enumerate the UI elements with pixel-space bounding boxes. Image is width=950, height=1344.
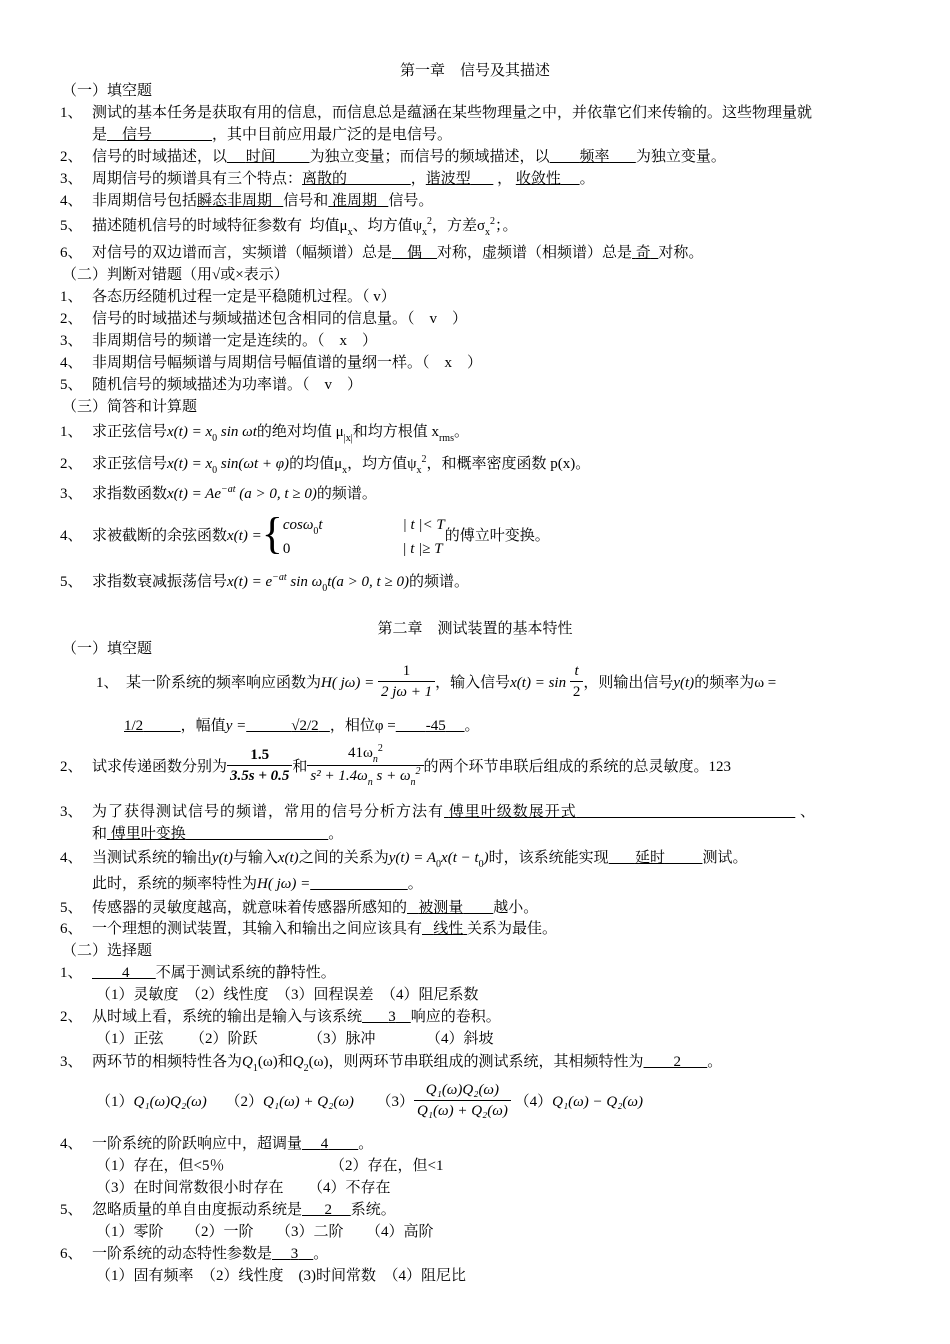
question-text: 两环节的相频特性各为$Q_1(\omega)$和$Q_2(\omega)$，则两环节串联组成的测试系统，其相频特性为 2 。 xyxy=(92,1054,723,1074)
question-text: 随机信号的频域描述为功率谱。（ v ） xyxy=(92,377,363,393)
item-number: 6、 xyxy=(60,245,83,261)
item-number: 2、 xyxy=(60,311,83,327)
question-text: 周期信号的频谱具有三个特点：离散的 ，谐波型 ， 收敛性 。 xyxy=(92,171,595,187)
section-heading: （二）选择题 xyxy=(62,943,153,959)
question-text: 从时域上看，系统的输出是输入与该系统 3 响应的卷积。 xyxy=(92,1009,501,1025)
options-text: （1）零阶 （2）一阶 （3）二阶 （4）高阶 xyxy=(96,1224,434,1240)
question-text: 一个理想的测试装置，其输入和输出之间应该具有 线性 关系为最佳。 xyxy=(92,921,558,937)
question-text: 1/2 ，幅值y = √2/2 ，相位φ = -45 。 xyxy=(124,718,480,734)
item-number: 4、 xyxy=(60,1136,83,1152)
answer: 谐波型 xyxy=(425,171,471,187)
question-text: 对信号的双边谱而言，实频谱（幅频谱）总是 偶 对称，虚频谱（相频谱）总是 奇 对称。 xyxy=(92,245,704,261)
answer: √2/2 xyxy=(291,718,319,734)
question-text: 试求传递函数分别为 $\frac{1.5}{3.5s + 0.5}$ 和 $\frac{41\omega_n^2}{s^2 + 1.4\omega_n s + \omega_n^2}$ 的两个环节串联后组成的系统的总灵敏度。123 xyxy=(92,743,732,789)
item-number: 2、 xyxy=(60,149,83,165)
answer: 瞬态非周期 xyxy=(197,193,273,209)
question-text: 此时，系统的频率特性为H( jω) = 。 xyxy=(92,876,423,892)
answer: 2 xyxy=(324,1202,333,1218)
item-number: 2、 xyxy=(60,456,83,472)
option: （3）脉冲 xyxy=(308,1031,376,1047)
answer: 延时 xyxy=(634,850,665,866)
item-number: 3、 xyxy=(60,333,83,349)
answer: 准周期 xyxy=(332,193,378,209)
item-number: 3、 xyxy=(60,804,83,820)
item-number: 3、 xyxy=(60,1054,83,1070)
question-text: 当测试系统的输出y(t)与输入x(t)之间的关系为$y(t) = A_0x(t - t_0)$时，该系统能实现 延时 测试。 xyxy=(92,850,748,870)
question-text: 测试的基本任务是获取有用的信息，而信息总是蕴涵在某些物理量之中，并依靠它们来传输的。这些物理量就 xyxy=(92,105,813,121)
question-text: 忽略质量的单自由度振动系统是 2 系统。 xyxy=(92,1202,396,1218)
answer: 离散的 xyxy=(302,171,348,187)
question-text: 1、 某一阶系统的频率响应函数为H( jω) = $\frac{1}{2 j\omega + 1}$ ，输入信号x(t) = sin $\frac{t}{2}$ ，则输出信号y(t)的频率为ω = xyxy=(96,663,777,701)
item-number: 3、 xyxy=(60,171,83,187)
item-number: 4、 xyxy=(60,850,83,866)
answer: 信号 xyxy=(122,127,153,143)
answer: 奇 xyxy=(635,245,651,261)
question-text: 一阶系统的动态特性参数是 3 。 xyxy=(92,1246,329,1262)
item-number: 2、 xyxy=(60,1009,83,1025)
option: （2）阶跃 xyxy=(190,1031,258,1047)
answer: 傅里叶级数展开式 xyxy=(448,804,577,820)
item-number: 4、 xyxy=(60,528,83,544)
question-text: 是 信号 ，其中目前应用最广泛的是电信号。 xyxy=(92,127,453,143)
section-heading: （三）简答和计算题 xyxy=(62,399,198,415)
question-text: 求指数衰减振荡信号$x(t) = e^{-at}$ $\sin \omega_0t(a > 0$, t ≥ 0)的频谱。 xyxy=(92,572,469,594)
options-text: （1）固有频率 （2）线性度 (3)时间常数 （4）阻尼比 xyxy=(96,1268,466,1284)
answer: 4 xyxy=(122,965,130,981)
options-text: （1）Q₁(ω)Q₂(ω) （2）Q₁(ω) + Q₂(ω) （3） $\frac{\text{Q₁(ω)Q₂(ω)}}{\text{Q₁(ω) + Q₂(ω)}}$ （4）Q₁(ω) − Q₂(ω) xyxy=(96,1082,643,1120)
item-number: 4、 xyxy=(60,193,83,209)
answer: 偶 xyxy=(407,245,423,261)
question-text: 非周期信号的频谱一定是连续的。（ x ） xyxy=(92,333,378,349)
item-number: 1、 xyxy=(60,289,83,305)
question-text: 信号的时域描述与频域描述包含相同的信息量。（ v ） xyxy=(92,311,468,327)
item-number: 5、 xyxy=(60,1202,83,1218)
answer: 线性 xyxy=(433,921,464,937)
question-text: 求正弦信号$x(t) = x_0$ sin ωt的绝对均值 $\mu_{|x|}$和均方根值 $x_{rms}$。 xyxy=(92,424,469,444)
item-number: 4、 xyxy=(60,355,83,371)
option: （3）在时间常数很小时存在 xyxy=(96,1180,284,1196)
chapter1-title: 第一章 信号及其描述 xyxy=(399,63,550,79)
answer: 2 xyxy=(673,1054,681,1070)
answer: 3 xyxy=(290,1246,299,1262)
question-text: 描述随机信号的时域特征参数有 均值$\mu_x$、均方值$\psi_x^2$，方差$\sigma_x^2$；。 xyxy=(92,216,518,238)
option: （1）正弦 xyxy=(96,1031,164,1047)
answer: 时间 xyxy=(245,149,276,165)
item-number: 5、 xyxy=(60,218,83,234)
item-number: 1、 xyxy=(60,424,83,440)
options-text: （1）灵敏度 （2）线性度 （3）回程误差 （4）阻尼系数 xyxy=(96,987,479,1003)
answer: 傅里叶变换 xyxy=(110,826,186,842)
question-text: 非周期信号包括瞬态非周期 信号和 准周期 信号。 xyxy=(92,193,434,209)
question-text: 和 傅里叶变换 。 xyxy=(92,826,344,842)
option: （4）斜坡 xyxy=(426,1031,494,1047)
item-number: 6、 xyxy=(60,1246,83,1262)
question-text: 求指数函数$x(t) = Ae^{-at}$ (a > 0, t ≥ 0)的频谱。 xyxy=(92,484,377,502)
option: （1）存在，但<5％ xyxy=(96,1158,225,1174)
question-text: 求正弦信号$x(t) = x_0$ sin(ωt + φ)的均值$\mu_x$，均方值$\psi_x^2$，和概率密度函数 p(x)。 xyxy=(92,454,591,476)
question-text: 传感器的灵敏度越高，就意味着传感器所感知的 被测量 越小。 xyxy=(92,900,539,916)
item-number: 1、 xyxy=(60,105,83,121)
item-number: 3、 xyxy=(60,486,83,502)
answer: 1/2 xyxy=(124,718,144,734)
option: （4）不存在 xyxy=(308,1180,391,1196)
answer: 被测量 xyxy=(418,900,464,916)
answer: -45 xyxy=(425,718,446,734)
question-text: 非周期信号幅频谱与周期信号幅值谱的量纲一样。（ x ） xyxy=(92,355,483,371)
question-text: 4 不属于测试系统的静特性。 xyxy=(122,965,336,981)
piecewise-cases: cosω$_0$t | t |< T 0 | t |≥ T xyxy=(282,516,445,557)
answer: 3 xyxy=(388,1009,396,1025)
section-heading: （二）判断对错题（用√或×表示） xyxy=(62,267,289,283)
question-text: 一阶系统的阶跃响应中，超调量 4 。 xyxy=(92,1136,374,1152)
question-text: 求被截断的余弦函数x(t) ={ cosω$_0$t | t |< T 0 | t |≥ T 的傅立叶变换。 xyxy=(92,508,550,558)
section-heading: （一）填空题 xyxy=(62,83,153,99)
chapter2-title: 第二章 测试装置的基本特性 xyxy=(377,621,573,637)
answer: 收敛性 xyxy=(515,171,561,187)
brace-symbol: { xyxy=(261,508,283,558)
section-heading: （一）填空题 xyxy=(62,641,153,657)
item-number: 5、 xyxy=(60,377,83,393)
question-text: 各态历经随机过程一定是平稳随机过程。（ v） xyxy=(92,289,396,305)
answer: 频率 xyxy=(579,149,610,165)
item-number: 5、 xyxy=(60,574,83,590)
item-number: 2、 xyxy=(60,759,83,775)
item-number: 6、 xyxy=(60,921,83,937)
answer: 4 xyxy=(320,1136,329,1152)
item-number: 1、 xyxy=(60,965,83,981)
question-text: 为了获得测试信号的频谱，常用的信号分析方法有 傅里叶级数展开式 、 xyxy=(92,804,817,820)
item-number: 5、 xyxy=(60,900,83,916)
option: （2）存在，但<1 xyxy=(330,1158,444,1174)
question-text: 信号的时域描述，以 时间 为独立变量；而信号的频域描述，以 频率 为独立变量。 xyxy=(92,149,726,165)
